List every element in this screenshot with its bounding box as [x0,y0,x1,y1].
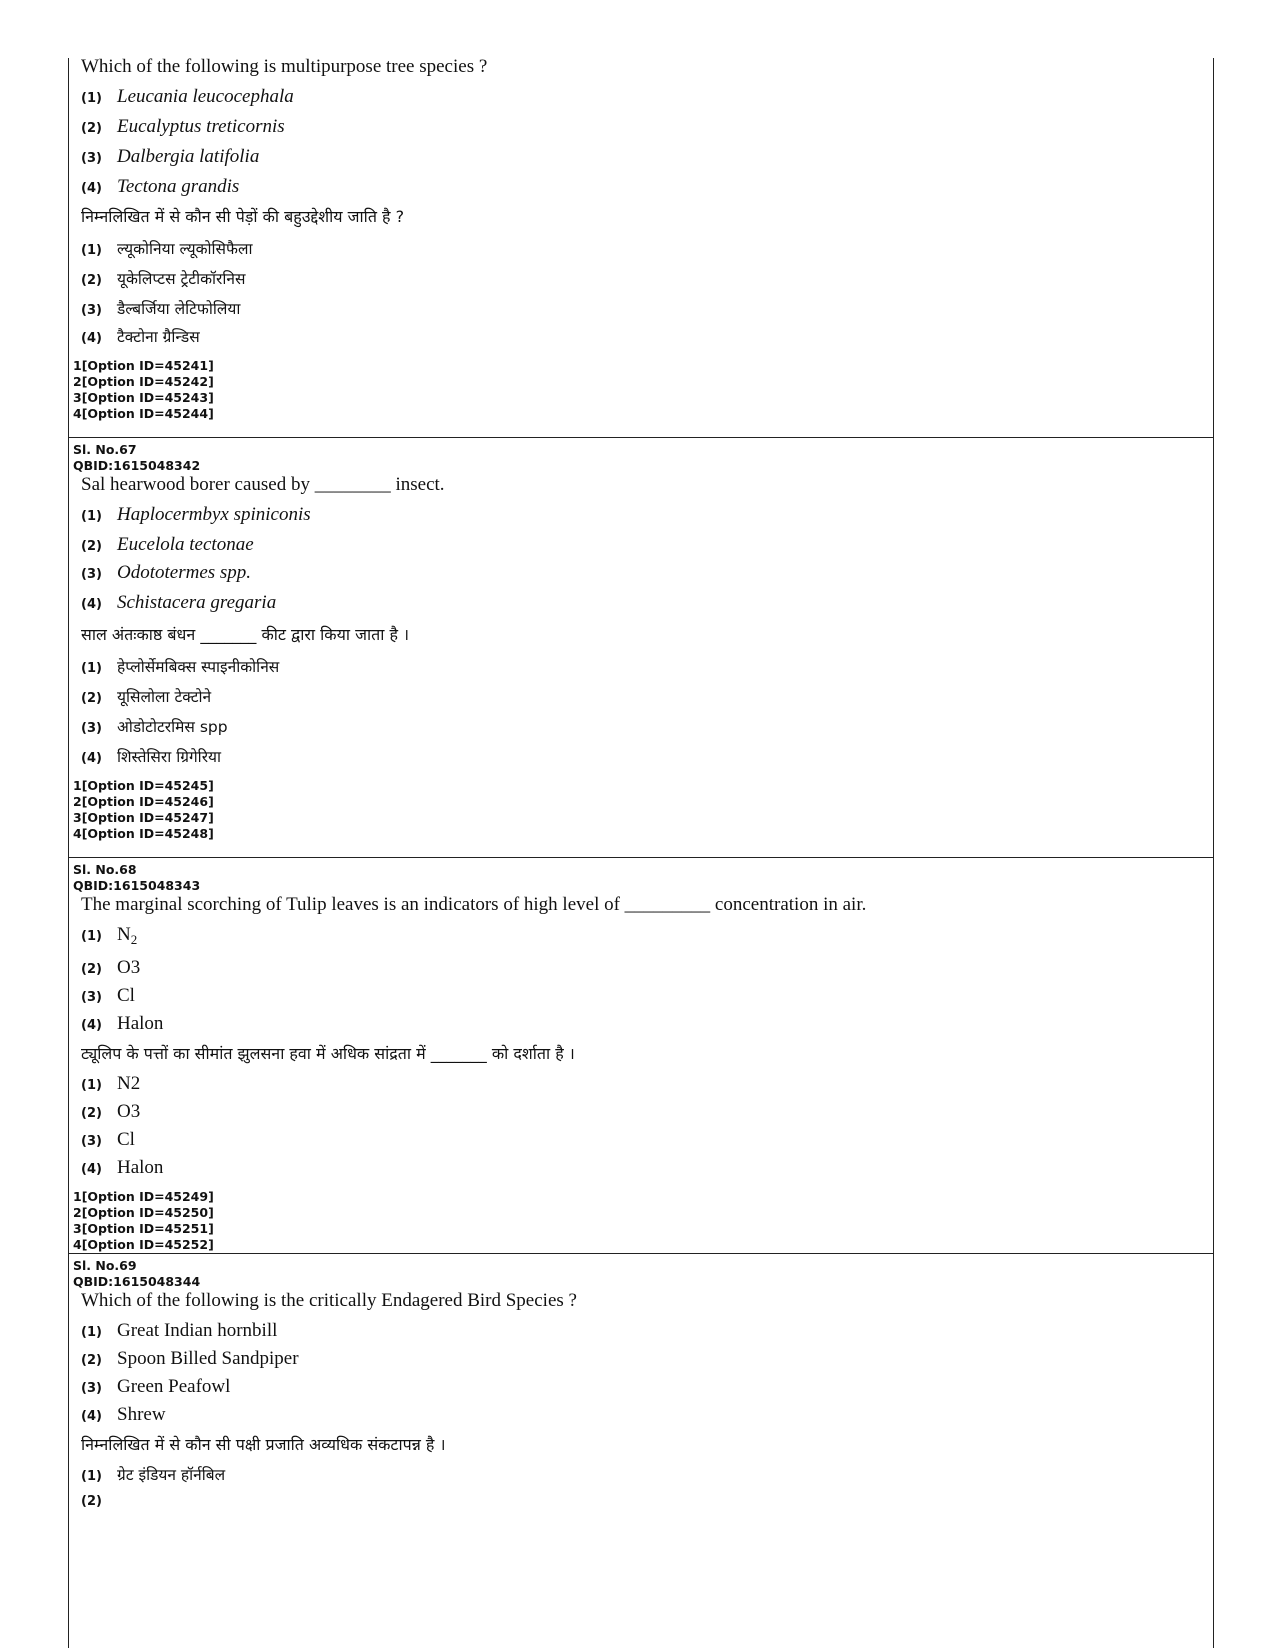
option-id-1: 1[Option ID=45249] [73,1189,214,1204]
option-3: (3) Cl [81,985,135,1006]
option-3-hi: (3) Cl [81,1129,135,1150]
option-4: (4) Schistacera gregaria [81,592,277,613]
question-text-hi: निम्नलिखित में से कौन सी पक्षी प्रजाति अव्यधिक संकटापन्न है । [81,1435,446,1454]
option-id-2: 2[Option ID=45242] [73,374,214,389]
question-69-block [69,1253,1213,1509]
question-text-en: Which of the following is multipurpose tree species ? [81,56,488,77]
option-4-hi: (4) टैक्टोना ग्रैन्डिस [81,328,200,346]
option-2: (2) O3 [81,957,141,978]
option-2-hi: (2) [81,1494,102,1509]
serial-number: Sl. No.67 [73,442,137,457]
option-1-hi: (1) N2 [81,1073,141,1094]
option-1-hi: (1) ल्यूकोनिया ल्यूकोसिफैला [81,240,253,258]
option-id-4: 4[Option ID=45252] [73,1237,214,1252]
question-66-block [69,58,1213,422]
option-1: (1) Leucania leucocephala [81,86,294,107]
question-text-en: The marginal scorching of Tulip leaves is an indicators of high level of _________ concentration in air. [81,894,867,915]
option-3: (3) Green Peafowl [81,1376,231,1397]
question-text-hi: निम्नलिखित में से कौन सी पेड़ों की बहुउद्देशीय जाति है ? [81,207,405,226]
option-id-1: 1[Option ID=45241] [73,358,214,373]
option-id-3: 3[Option ID=45247] [73,810,214,825]
option-4: (4) Halon [81,1013,164,1034]
question-text-en: Which of the following is the critically Endagered Bird Species ? [81,1290,577,1311]
option-4: (4) Tectona grandis [81,176,240,197]
option-2-hi: (2) O3 [81,1101,141,1122]
option-id-2: 2[Option ID=45250] [73,1205,214,1220]
option-3-hi: (3) ओडोटोटरमिस spp [81,718,228,736]
option-2: (2) Eucelola tectonae [81,534,254,555]
option-2: (2) Spoon Billed Sandpiper [81,1348,299,1369]
question-text-hi: ट्यूलिप के पत्तों का सीमांत झुलसना हवा में अधिक सांद्रता में _______ को दर्शाता है । [81,1044,575,1063]
qbid: QBID:1615048342 [73,458,201,473]
option-4-hi: (4) शिस्तेसिरा ग्रिगेरिया [81,748,222,766]
question-paper-page [68,58,1214,1648]
option-4: (4) Shrew [81,1404,166,1425]
option-1-hi: (1) ग्रेट इंडियन हॉर्नबिल [81,1466,226,1484]
option-1-hi: (1) हेप्लोर्सेमबिक्स स्पाइनीकोनिस [81,658,280,676]
qbid: QBID:1615048343 [73,878,201,893]
question-text-hi: साल अंतःकाष्ठ बंधन _______ कीट द्वारा किया जाता है । [81,625,410,644]
option-4-hi: (4) Halon [81,1157,164,1178]
question-68-block [69,857,1213,1253]
serial-number: Sl. No.68 [73,862,137,877]
option-id-4: 4[Option ID=45248] [73,826,214,841]
option-1: (1) Great Indian hornbill [81,1320,278,1341]
option-3: (3) Dalbergia latifolia [81,146,260,167]
option-2-hi: (2) यूसिलोला टेक्टोने [81,688,212,706]
option-id-3: 3[Option ID=45251] [73,1221,214,1236]
question-67-block [69,437,1213,842]
option-2-hi: (2) यूकेलिप्टस ट्रेटीकॉरनिस [81,270,246,288]
option-1: (1) $N_2$ [81,924,138,947]
qbid: QBID:1615048344 [73,1274,201,1289]
option-id-3: 3[Option ID=45243] [73,390,214,405]
serial-number: Sl. No.69 [73,1258,137,1273]
option-2: (2) Eucalyptus treticornis [81,116,285,137]
option-id-1: 1[Option ID=45245] [73,778,214,793]
option-id-4: 4[Option ID=45244] [73,406,214,421]
option-id-2: 2[Option ID=45246] [73,794,214,809]
question-text-en: Sal hearwood borer caused by ________ insect. [81,474,445,495]
option-1: (1) Haplocermbyx spiniconis [81,504,311,525]
option-3-hi: (3) डैल्बर्जिया लेटिफोलिया [81,300,241,318]
option-3: (3) Odototermes spp. [81,562,252,583]
